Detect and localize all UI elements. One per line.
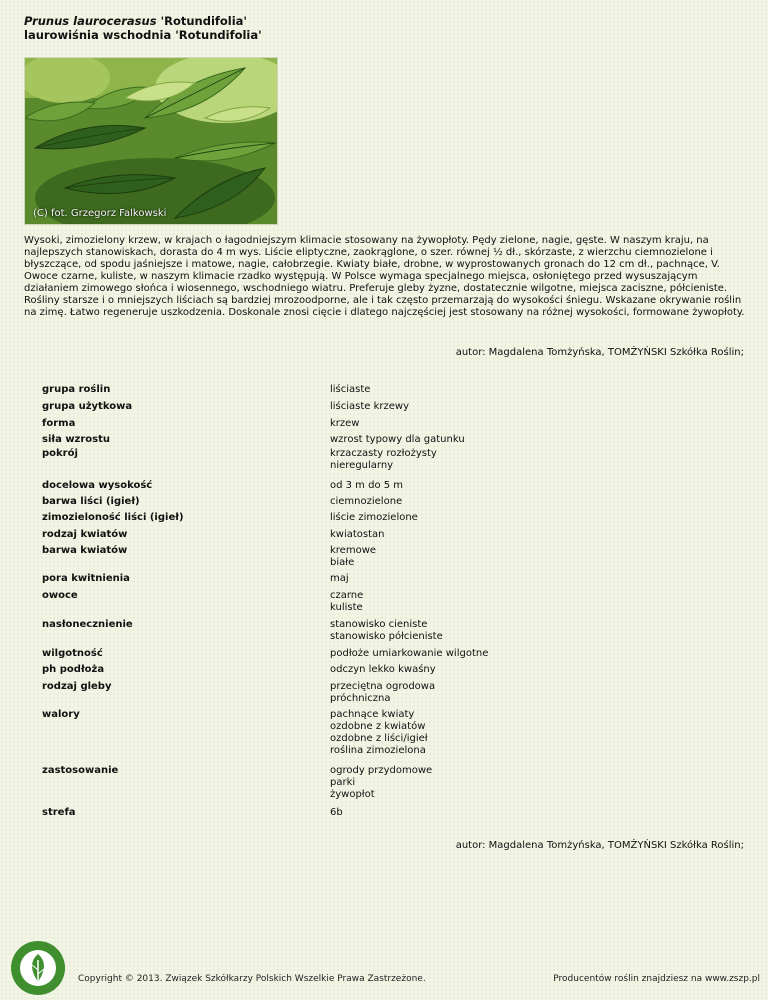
property-label: rodzaj gleby [42,681,112,692]
property-values [330,496,402,508]
property-label: owoce [42,590,78,601]
property-values [330,765,432,801]
property-value: kuliste [330,602,363,613]
property-value: żywopłot [330,789,375,800]
property-value: od 3 m do 5 m [330,480,404,491]
plant-title [24,14,262,42]
property-value: ciemnozielone [330,496,403,507]
property-value: czarne [330,590,364,601]
property-label: grupa roślin [42,384,111,395]
zszp-logo [10,940,66,996]
latin-name: Prunus laurocerasus [24,14,157,28]
polish-name: laurowiśnia wschodnia 'Rotundifolia' [24,28,262,42]
property-values [330,807,343,819]
producers-link-text[interactable]: Producentów roślin znajdziesz na www.zszp.pl [553,974,760,984]
author-line-top: autor: Magdalena Tomżyńska, TOMŻYŃSKI Szkółka Roślin; [455,347,744,358]
property-values [330,545,376,569]
property-values [330,384,370,396]
copyright-text: Copyright © 2013. Związek Szkółkarzy Polskich Wszelkie Prawa Zastrzeżone. [78,974,426,984]
property-values [330,709,428,757]
property-values [330,418,359,430]
property-value: parki [330,777,356,788]
property-value: nieregularny [330,460,394,471]
property-values [330,512,418,524]
property-value: ozdobne z kwiatów [330,721,426,732]
plant-description: Wysoki, zimozielony krzew, w krajach o łagodniejszym klimacie stosowany na żywopłoty. Pędy zielone, nagie, gęste. W naszym kraju, na najlepszych stanowiskach, dorasta do 4 m wys. Liście eliptyczne, zaokrąglone, o szer. równej ½ dł., skórzaste, z wierzchu ciemnozielone i błyszczące, od spodu jaśniejsze i matowe, nagie, całobrzegie. Kwiaty białe, drobne, w wyprostowanych gronach do 12 cm dł., pachnące, V. Owoce czarne, kuliste, w naszym klimacie rzadko występują. W Polsce wymaga specjalnego miejsca, osłoniętego przed wysuszającym działaniem zimowego słońca i wiosennego, wschodniego wiatru. Preferuje gleby żyzne, dostatecznie wilgotne, miejsca zaciszne, półcieniste. Rośliny starsze i o mniejszych liściach są bardziej mrozoodporne, ale i tak często przemarzają do wysokości śniegu. Wskazane okrywanie roślin na zimę. Łatwo regeneruje uszkodzenia. Doskonale znosi cięcie i dlatego najczęściej jest stosowany na różnej wysokości, formowane żywopłoty. [24,235,745,318]
property-label: barwa kwiatów [42,545,128,556]
property-value: krzew [330,418,360,429]
property-label: zimozieloność liści (igieł) [42,512,184,523]
cultivar-name: 'Rotundifolia' [160,14,247,28]
property-label: zastosowanie [42,765,119,776]
property-label: strefa [42,807,76,818]
property-values [330,648,488,660]
property-value: liściaste [330,384,371,395]
property-label: pora kwitnienia [42,573,130,584]
property-value: przeciętna ogrodowa [330,681,436,692]
property-value: próchniczna [330,693,391,704]
property-values [330,681,435,705]
property-value: maj [330,573,349,584]
property-label: rodzaj kwiatów [42,529,128,540]
property-value: kwiatostan [330,529,385,540]
property-values [330,573,349,585]
property-value: 6b [330,807,343,818]
property-value: krzaczasty rozłożysty [330,448,437,459]
property-value: stanowisko cieniste [330,619,428,630]
photo-credit: (C) fot. Grzegorz Falkowski [33,208,167,219]
property-label: nasłonecznienie [42,619,133,630]
property-label: walory [42,709,80,720]
property-values [330,664,436,676]
property-value: odczyn lekko kwaśny [330,664,436,675]
author-line-bottom: autor: Magdalena Tomżyńska, TOMŻYŃSKI Szkółka Roślin; [455,840,744,851]
property-label: ph podłoża [42,664,105,675]
property-label: wilgotność [42,648,103,659]
property-value: liściaste krzewy [330,401,410,412]
property-label: grupa użytkowa [42,401,133,412]
property-value: kremowe [330,545,377,556]
property-values [330,619,443,643]
property-value: roślina zimozielona [330,745,426,756]
property-values [330,448,437,472]
property-values [330,480,403,492]
property-value: pachnące kwiaty [330,709,415,720]
property-value: stanowisko półcieniste [330,631,443,642]
property-label: barwa liści (igieł) [42,496,140,507]
plant-photo [24,57,278,225]
property-label: docelowa wysokość [42,480,153,491]
property-values [330,434,465,446]
property-value: ozdobne z liści/igieł [330,733,428,744]
property-label: pokrój [42,448,78,459]
property-value: podłoże umiarkowanie wilgotne [330,648,489,659]
property-value: liście zimozielone [330,512,418,523]
property-value: białe [330,557,355,568]
property-value: ogrody przydomowe [330,765,433,776]
property-values [330,401,409,413]
property-label: siła wzrostu [42,434,111,445]
leaves-illustration [25,58,277,224]
property-label: forma [42,418,76,429]
property-value: wzrost typowy dla gatunku [330,434,465,445]
property-values [330,529,385,541]
property-values [330,590,363,614]
